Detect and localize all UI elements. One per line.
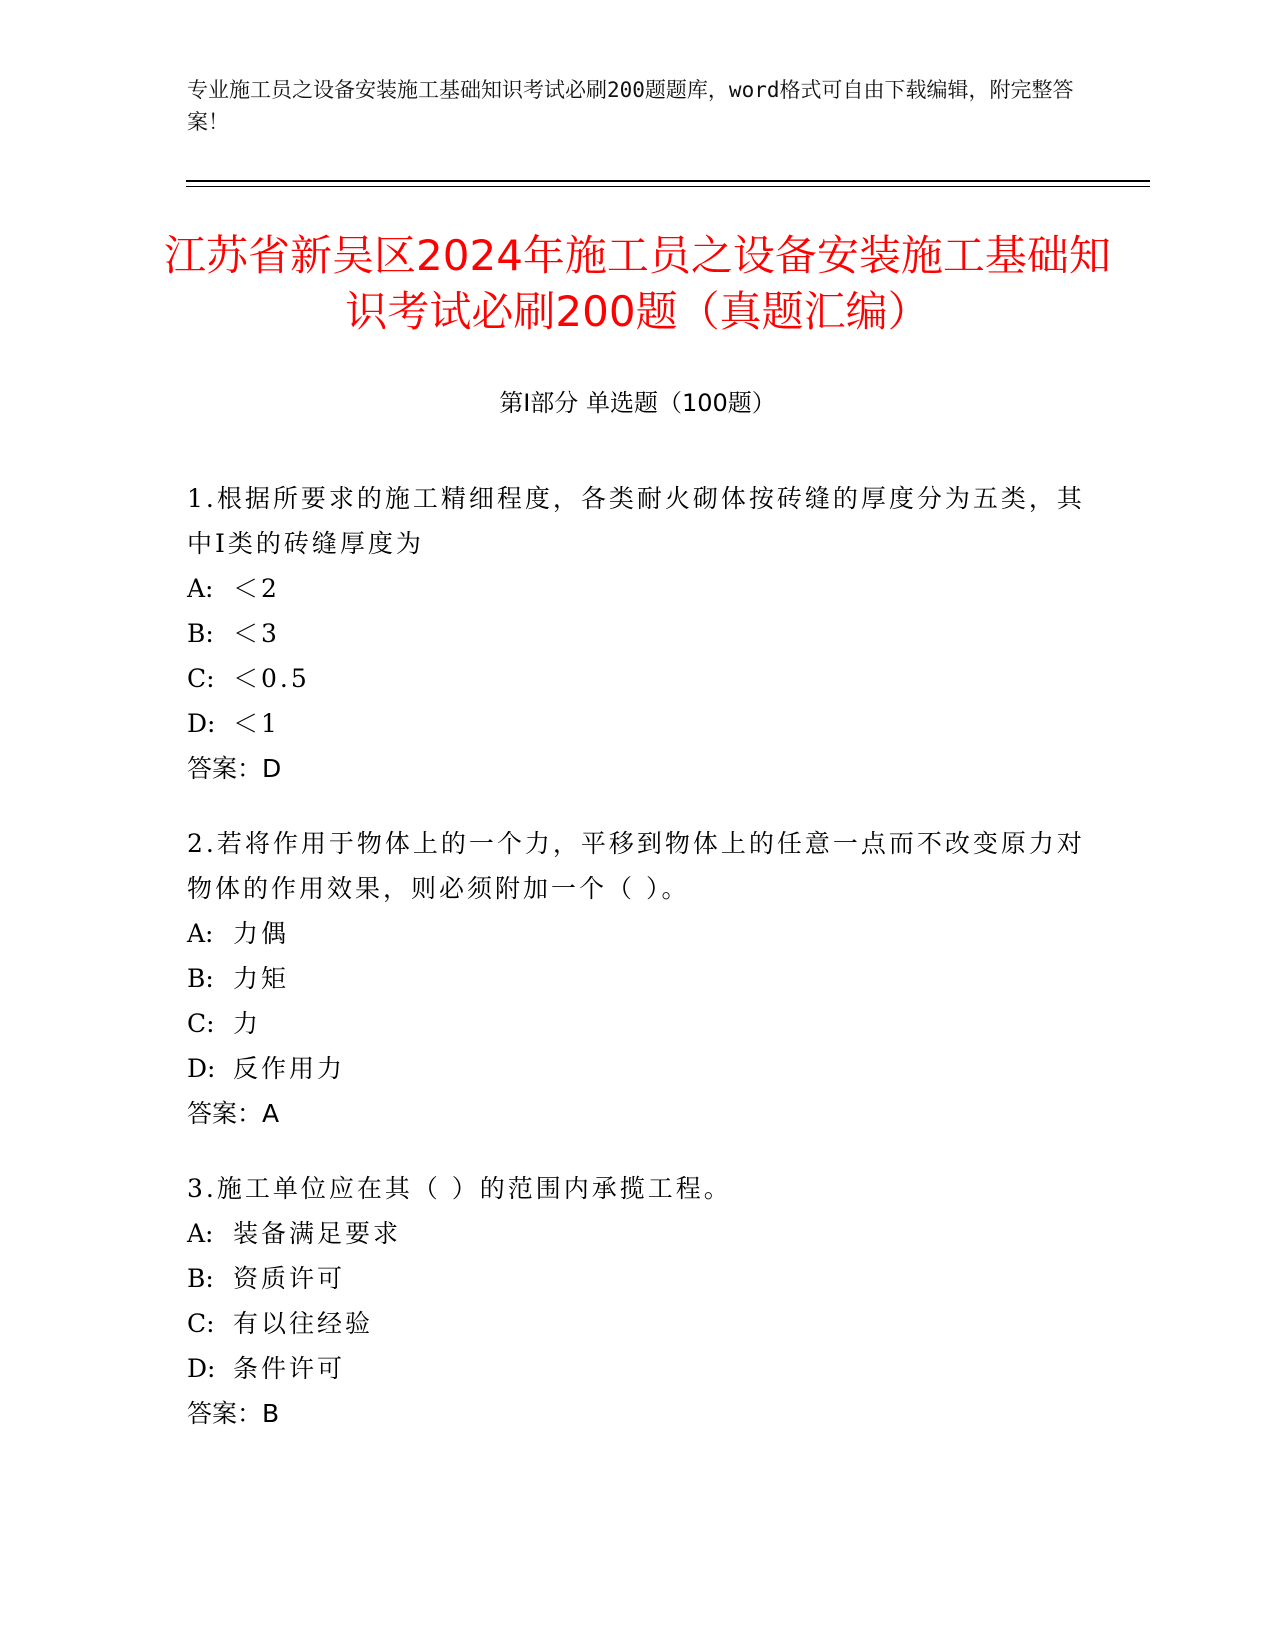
- option-a: [187, 566, 1087, 611]
- option-text: 力矩: [233, 964, 290, 993]
- option-text: ＜1: [233, 709, 280, 738]
- question-item: [187, 821, 1087, 1136]
- option-text: ＜2: [233, 574, 280, 603]
- option-d: [187, 1046, 1087, 1091]
- option-letter: C:: [187, 1009, 215, 1038]
- option-c: [187, 656, 1087, 701]
- header-rule-thin: [186, 186, 1150, 187]
- option-letter: B:: [187, 1264, 214, 1293]
- question-list: [187, 476, 1087, 1466]
- answer-line: 答案：A: [187, 1099, 280, 1128]
- option-text: ＜3: [233, 619, 280, 648]
- option-letter: D:: [187, 1054, 216, 1083]
- header-rule-thick: [186, 180, 1150, 182]
- option-text: 资质许可: [233, 1264, 346, 1293]
- option-letter: A:: [187, 919, 214, 948]
- option-text: 力: [233, 1009, 262, 1038]
- option-text: 反作用力: [233, 1054, 346, 1083]
- document-title: 江苏省新吴区2024年施工员之设备安装施工基础知识考试必刷200题（真题汇编）: [164, 231, 1111, 336]
- option-letter: D:: [187, 709, 216, 738]
- option-c: [187, 1001, 1087, 1046]
- question-item: [187, 476, 1087, 791]
- option-a: [187, 911, 1087, 956]
- option-letter: A:: [187, 574, 214, 603]
- option-letter: C:: [187, 1309, 215, 1338]
- question-stem: 3.施工单位应在其（ ）的范围内承揽工程。: [187, 1174, 732, 1203]
- answer-line: 答案：B: [187, 1399, 280, 1428]
- option-text: 装备满足要求: [233, 1219, 402, 1248]
- question-stem: 2.若将作用于物体上的一个力，平移到物体上的任意一点而不改变原力对物体的作用效果，则必须附加一个（ ）。: [187, 829, 1085, 903]
- question-stem: 1.根据所要求的施工精细程度，各类耐火砌体按砖缝的厚度分为五类，其中Ⅰ类的砖缝厚度为: [187, 484, 1085, 558]
- option-b: [187, 1256, 1087, 1301]
- question-item: [187, 1166, 1087, 1436]
- option-text: 有以往经验: [233, 1309, 374, 1338]
- option-text: 力偶: [233, 919, 290, 948]
- option-letter: A:: [187, 1219, 214, 1248]
- header-note: 专业施工员之设备安装施工基础知识考试必刷200题题库，word格式可自由下载编辑，附完整答案！: [187, 78, 1074, 134]
- option-d: [187, 1346, 1087, 1391]
- option-b: [187, 611, 1087, 656]
- option-text: ＜0.5: [233, 664, 310, 693]
- section-heading: 第I部分 单选题（100题）: [499, 389, 776, 417]
- option-d: [187, 701, 1087, 746]
- option-letter: C:: [187, 664, 215, 693]
- option-letter: D:: [187, 1354, 216, 1383]
- answer-line: 答案：D: [187, 754, 282, 783]
- option-c: [187, 1301, 1087, 1346]
- option-letter: B:: [187, 964, 214, 993]
- option-b: [187, 956, 1087, 1001]
- option-a: [187, 1211, 1087, 1256]
- option-text: 条件许可: [233, 1354, 346, 1383]
- option-letter: B:: [187, 619, 214, 648]
